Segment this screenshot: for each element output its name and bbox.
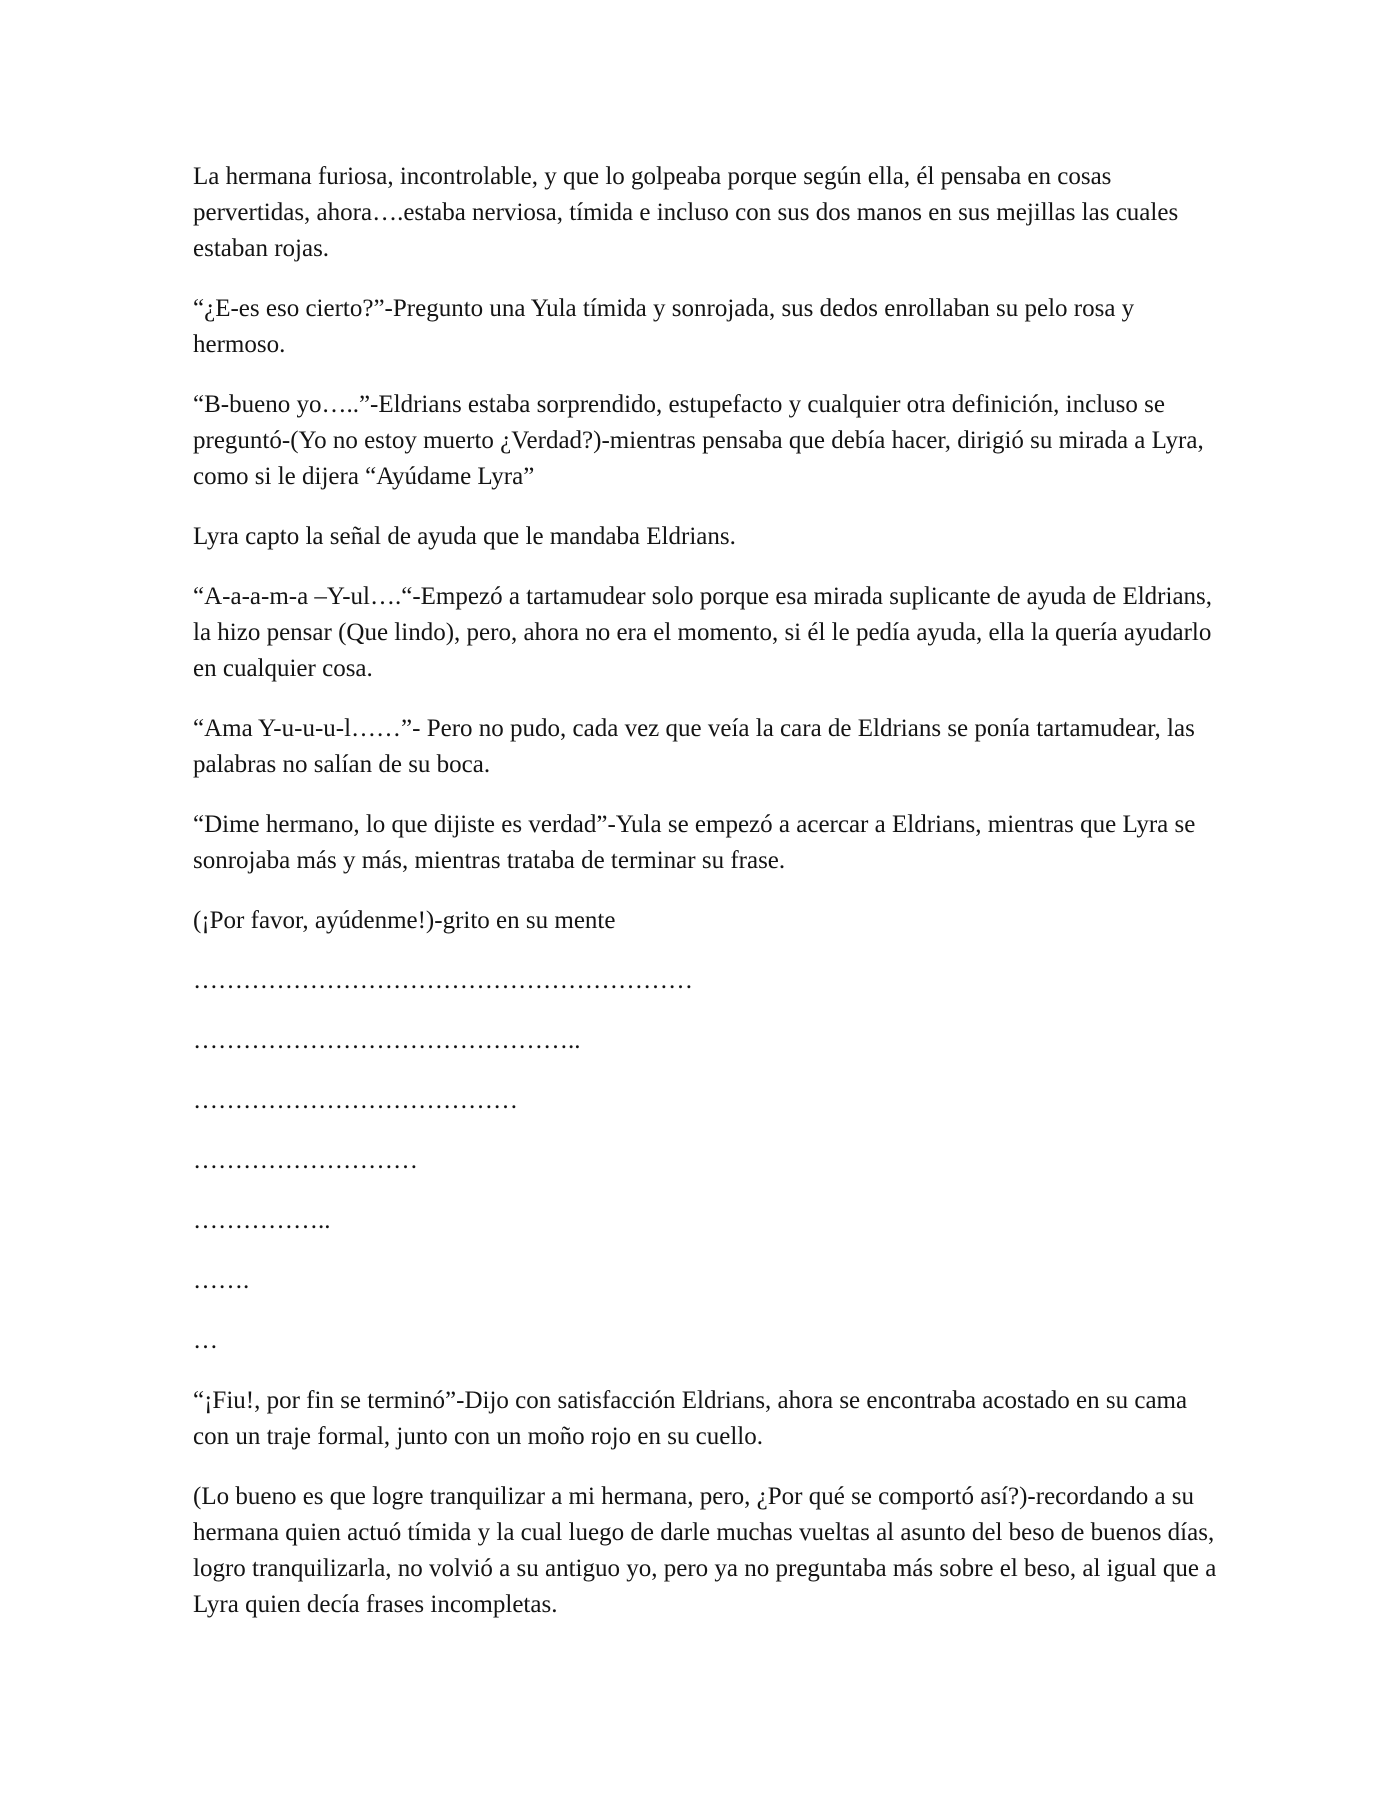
- ellipsis-line: ……………………………………………………: [193, 967, 693, 994]
- paragraph: “¿E-es eso cierto?”-Pregunto una Yula tímida y sonrojada, sus dedos enrollaban su pelo rosa y hermoso.: [193, 295, 1135, 358]
- document-body: [193, 159, 1223, 1647]
- ellipsis-line: …………………………………: [193, 1087, 518, 1114]
- paragraph: Lyra capto la señal de ayuda que le mandaba Eldrians.: [193, 523, 736, 550]
- paragraph: “Ama Y-u-u-u-l……”- Pero no pudo, cada vez que veía la cara de Eldrians se ponía tartamudear, las palabras no salían de su boca.: [193, 715, 1195, 778]
- ellipsis-line: ………………………: [193, 1147, 418, 1174]
- paragraph: “Dime hermano, lo que dijiste es verdad”-Yula se empezó a acercar a Eldrians, mientras que Lyra se sonrojaba más y más, mientras trataba de terminar su frase.: [193, 811, 1196, 874]
- ellipsis-line: …….: [193, 1267, 250, 1294]
- paragraph: (¡Por favor, ayúdenme!)-grito en su mente: [193, 907, 616, 934]
- ellipsis-line: ……………..: [193, 1207, 331, 1234]
- paragraph: “B-bueno yo…..”-Eldrians estaba sorprendido, estupefacto y cualquier otra definición, incluso se preguntó-(Yo no estoy muerto ¿Verdad?)-mientras pensaba que debía hacer, dirigió su mirada a Lyra, como si le dijera “Ayúdame Lyra”: [193, 391, 1204, 490]
- paragraph: “¡Fiu!, por fin se terminó”-Dijo con satisfacción Eldrians, ahora se encontraba acostado en su cama con un traje formal, junto con un moño rojo en su cuello.: [193, 1387, 1188, 1450]
- paragraph: La hermana furiosa, incontrolable, y que lo golpeaba porque según ella, él pensaba en cosas pervertidas, ahora….estaba nerviosa, tímida e incluso con sus dos manos en sus mejillas las cuales estaban rojas.: [193, 163, 1179, 262]
- ellipsis-line: ………………………………………..: [193, 1027, 581, 1054]
- paragraph: “A-a-a-m-a –Y-ul….“-Empezó a tartamudear solo porque esa mirada suplicante de ayuda de Eldrians, la hizo pensar (Que lindo), pero, ahora no era el momento, si él le pedía ayuda, ella la quería ayudarlo en cualquier cosa.: [193, 583, 1213, 682]
- paragraph: (Lo bueno es que logre tranquilizar a mi hermana, pero, ¿Por qué se comportó así?)-recordando a su hermana quien actuó tímida y la cual luego de darle muchas vueltas al asunto del beso de buenos días, logro tranquilizarla, no volvió a su antiguo yo, pero ya no preguntaba más sobre el beso, al igual que a Lyra quien decía frases incompletas.: [193, 1483, 1217, 1618]
- ellipsis-line: …: [193, 1327, 218, 1354]
